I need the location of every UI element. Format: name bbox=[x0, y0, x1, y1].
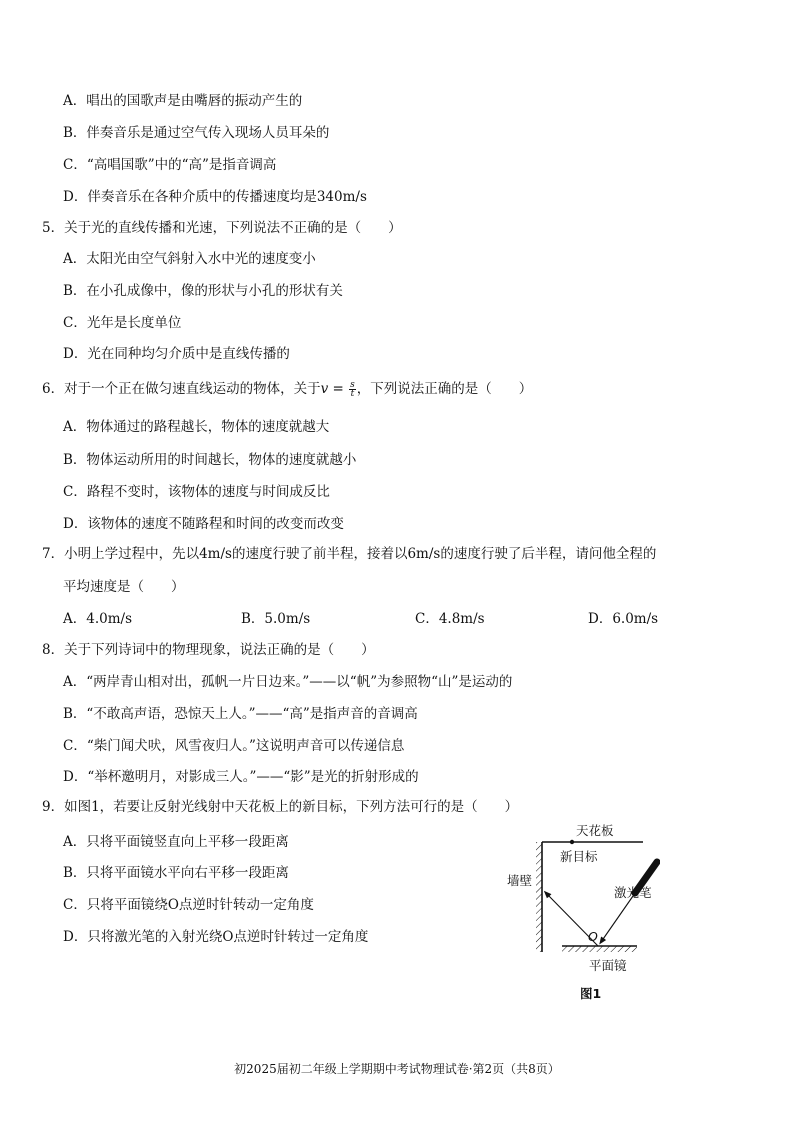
q8-stem: 8．关于下列诗词中的物理现象，说法正确的是（ ） bbox=[42, 642, 375, 658]
mirror-label: 平面镜 bbox=[589, 958, 627, 973]
q8-option-c: C．“柴门闻犬吠，风雪夜归人。”这说明声音可以传递信息 bbox=[63, 738, 405, 754]
q9-option-c: C．只将平面镜绕O点逆时针转动一定角度 bbox=[63, 897, 314, 913]
q6-option-b: B．物体运动所用的时间越长，物体的速度就越小 bbox=[63, 452, 357, 468]
q6-option-a: A．物体通过的路程越长，物体的速度就越大 bbox=[63, 419, 330, 435]
q5-option-b: B．在小孔成像中，像的形状与小孔的形状有关 bbox=[63, 283, 343, 299]
incident-ray bbox=[601, 896, 633, 942]
wall-hatch bbox=[536, 842, 542, 952]
new-target-label: 新目标 bbox=[560, 849, 598, 864]
q7-stem-line1: 7．小明上学过程中，先以4m/s的速度行驶了前半程，接着以6m/s的速度行驶了后半程，请问他全程的 bbox=[42, 546, 657, 562]
q7-option-c: C．4.8m/s bbox=[415, 611, 485, 627]
q6-formula-fraction bbox=[349, 381, 356, 398]
q8-option-a: A．“两岸青山相对出，孤帆一片日边来。”——以“帆”为参照物“山”是运动的 bbox=[63, 674, 513, 690]
q8-option-b: B．“不敢高声语，恐惊天上人。”——“高”是指声音的音调高 bbox=[63, 706, 418, 722]
laser-pen-label: 激光笔 bbox=[614, 885, 652, 900]
point-o-label: O bbox=[588, 929, 598, 944]
q4-option-c: C．“高唱国歌”中的“高”是指音调高 bbox=[63, 157, 277, 173]
q6-formula-numerator: s bbox=[350, 380, 355, 390]
q7-option-d: D．6.0m/s bbox=[588, 611, 659, 627]
q6-stem-prefix: 6．对于一个正在做匀速直线运动的物体，关于 bbox=[42, 381, 321, 397]
q6-formula-v: v bbox=[320, 381, 329, 397]
q5-option-a: A．太阳光由空气斜射入水中光的速度变小 bbox=[63, 251, 316, 267]
q4-option-d: D．伴奏音乐在各种介质中的传播速度均是340m/s bbox=[63, 189, 367, 205]
page-footer: 初2025届初二年级上学期期中考试物理试卷·第2页（共8页） bbox=[234, 1062, 560, 1076]
figure-caption: 图1 bbox=[580, 986, 602, 1001]
q6-option-c: C．路程不变时，该物体的速度与时间成反比 bbox=[63, 484, 330, 500]
q6-stem-suffix: ，下列说法正确的是（ ） bbox=[356, 381, 533, 397]
new-target-dot bbox=[570, 840, 574, 844]
wall-label: 墙壁 bbox=[507, 873, 533, 888]
q4-option-a: A．唱出的国歌声是由嘴唇的振动产生的 bbox=[63, 93, 303, 109]
figure-1-diagram bbox=[500, 815, 660, 1010]
q5-option-d: D．光在同种均匀介质中是直线传播的 bbox=[63, 346, 290, 362]
q4-option-b: B．伴奏音乐是通过空气传入现场人员耳朵的 bbox=[63, 125, 330, 141]
q9-option-b: B．只将平面镜水平向右平移一段距离 bbox=[63, 865, 289, 881]
q7-option-b: B．5.0m/s bbox=[241, 611, 311, 627]
q9-stem: 9．如图1，若要让反射光线射中天花板上的新目标，下列方法可行的是（ ） bbox=[42, 799, 519, 815]
q7-stem-line2: 平均速度是（ ） bbox=[63, 579, 185, 595]
q6-formula-denominator: t bbox=[350, 389, 355, 399]
q7-option-a: A．4.0m/s bbox=[63, 611, 132, 627]
q5-stem: 5．关于光的直线传播和光速，下列说法不正确的是（ ） bbox=[42, 220, 402, 236]
ceiling-label: 天花板 bbox=[576, 823, 614, 838]
q8-option-d: D．“举杯邀明月，对影成三人。”——“影”是光的折射形成的 bbox=[63, 769, 419, 785]
q5-option-c: C．光年是长度单位 bbox=[63, 315, 182, 331]
q6-option-d: D．该物体的速度不随路程和时间的改变而改变 bbox=[63, 516, 344, 532]
q6-formula-eq: = bbox=[328, 381, 349, 397]
q6-stem bbox=[42, 380, 532, 398]
q9-option-d: D．只将激光笔的入射光绕O点逆时针转过一定角度 bbox=[63, 929, 369, 945]
q7-options bbox=[63, 610, 703, 628]
mirror-hatch bbox=[562, 946, 637, 952]
q9-option-a: A．只将平面镜竖直向上平移一段距离 bbox=[63, 834, 289, 850]
